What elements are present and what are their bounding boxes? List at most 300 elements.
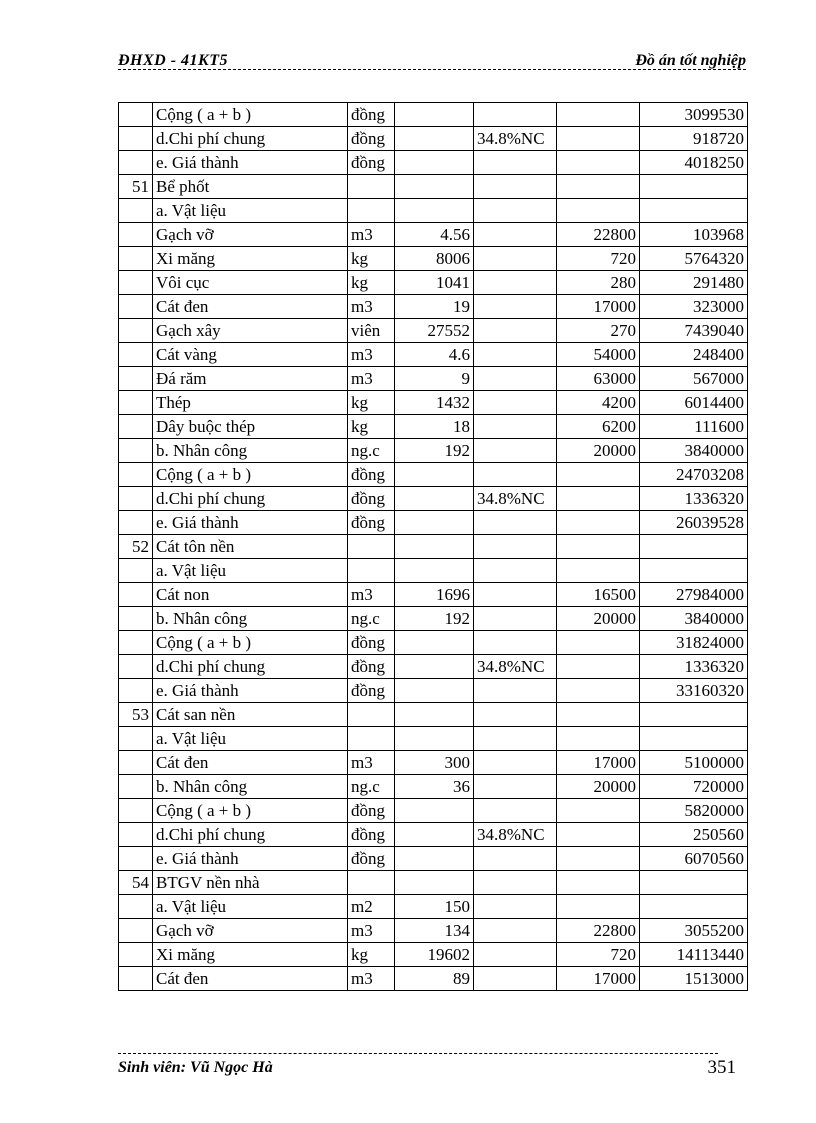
cell-amount: 250560 xyxy=(640,823,748,847)
cell-item-number xyxy=(119,199,153,223)
page-number: 351 xyxy=(707,1057,736,1078)
table-row xyxy=(119,943,748,967)
page-header xyxy=(118,50,746,74)
cell-item-name: Gạch xây xyxy=(153,319,348,343)
cell-item-name: Cát đen xyxy=(153,295,348,319)
cell-amount: 1336320 xyxy=(640,655,748,679)
cell-unit: viên xyxy=(348,319,395,343)
cell-unit-price: 22800 xyxy=(557,919,640,943)
cell-quantity: 1041 xyxy=(395,271,474,295)
cell-item-name: BTGV nền nhà xyxy=(153,871,348,895)
cell-norm xyxy=(474,967,557,991)
cell-unit-price xyxy=(557,871,640,895)
table-row xyxy=(119,559,748,583)
cell-unit-price: 54000 xyxy=(557,343,640,367)
cell-item-name: d.Chi phí chung xyxy=(153,487,348,511)
cell-item-name: Cộng ( a + b ) xyxy=(153,463,348,487)
cell-unit-price: 22800 xyxy=(557,223,640,247)
table-row xyxy=(119,751,748,775)
cell-unit-price: 17000 xyxy=(557,967,640,991)
cell-item-number xyxy=(119,487,153,511)
cell-unit-price xyxy=(557,535,640,559)
cell-item-number xyxy=(119,895,153,919)
cell-amount: 7439040 xyxy=(640,319,748,343)
cell-norm: 34.8%NC xyxy=(474,655,557,679)
cell-unit xyxy=(348,535,395,559)
table-row xyxy=(119,799,748,823)
table-row xyxy=(119,319,748,343)
cell-item-number xyxy=(119,751,153,775)
cell-item-name: a. Vật liệu xyxy=(153,199,348,223)
table-row xyxy=(119,607,748,631)
cell-quantity: 150 xyxy=(395,895,474,919)
cell-unit-price xyxy=(557,679,640,703)
cell-amount: 5820000 xyxy=(640,799,748,823)
cell-quantity: 1432 xyxy=(395,391,474,415)
cell-amount: 323000 xyxy=(640,295,748,319)
cell-amount: 14113440 xyxy=(640,943,748,967)
cell-item-name: Cát vàng xyxy=(153,343,348,367)
cell-unit-price xyxy=(557,511,640,535)
cell-item-name: Cát non xyxy=(153,583,348,607)
cell-unit-price: 6200 xyxy=(557,415,640,439)
cell-quantity xyxy=(395,679,474,703)
table-row xyxy=(119,655,748,679)
cell-quantity: 4.6 xyxy=(395,343,474,367)
cell-item-name: Bể phốt xyxy=(153,175,348,199)
cell-norm xyxy=(474,919,557,943)
cell-quantity xyxy=(395,127,474,151)
cell-item-name: Xi măng xyxy=(153,943,348,967)
cell-norm xyxy=(474,895,557,919)
header-rule xyxy=(118,69,746,70)
cell-item-name: a. Vật liệu xyxy=(153,727,348,751)
cell-norm xyxy=(474,415,557,439)
cell-amount: 3840000 xyxy=(640,607,748,631)
cell-norm xyxy=(474,751,557,775)
cell-quantity xyxy=(395,823,474,847)
cell-amount: 248400 xyxy=(640,343,748,367)
cell-norm xyxy=(474,439,557,463)
cell-item-name: b. Nhân công xyxy=(153,607,348,631)
cell-item-name: b. Nhân công xyxy=(153,775,348,799)
cell-amount: 31824000 xyxy=(640,631,748,655)
cell-unit xyxy=(348,703,395,727)
cell-amount xyxy=(640,727,748,751)
cell-amount: 111600 xyxy=(640,415,748,439)
cell-item-number xyxy=(119,271,153,295)
cell-unit: kg xyxy=(348,943,395,967)
footer-rule xyxy=(118,1053,718,1054)
cell-quantity xyxy=(395,103,474,127)
cell-unit: m3 xyxy=(348,583,395,607)
cell-amount: 720000 xyxy=(640,775,748,799)
cell-item-name: Thép xyxy=(153,391,348,415)
cell-unit: đồng xyxy=(348,631,395,655)
cell-norm xyxy=(474,247,557,271)
cell-unit-price xyxy=(557,799,640,823)
cell-norm xyxy=(474,463,557,487)
cell-item-number xyxy=(119,367,153,391)
header-left-text: ĐHXD - 41KT5 xyxy=(118,52,228,69)
cell-item-name: Cộng ( a + b ) xyxy=(153,799,348,823)
table-row xyxy=(119,415,748,439)
cell-item-number xyxy=(119,103,153,127)
table-row xyxy=(119,391,748,415)
table-row xyxy=(119,487,748,511)
table-row xyxy=(119,847,748,871)
cell-item-name: Cát san nền xyxy=(153,703,348,727)
cell-unit: đồng xyxy=(348,151,395,175)
cell-quantity: 18 xyxy=(395,415,474,439)
cell-unit: đồng xyxy=(348,847,395,871)
cell-item-number xyxy=(119,463,153,487)
cell-amount: 27984000 xyxy=(640,583,748,607)
cell-amount: 1336320 xyxy=(640,487,748,511)
table-row xyxy=(119,535,748,559)
table-row xyxy=(119,679,748,703)
cell-unit-price: 16500 xyxy=(557,583,640,607)
cell-norm: 34.8%NC xyxy=(474,487,557,511)
header-right-text: Đồ án tốt nghiệp xyxy=(635,52,746,69)
cell-unit-price xyxy=(557,847,640,871)
cell-item-name: Vôi cục xyxy=(153,271,348,295)
cell-quantity: 192 xyxy=(395,439,474,463)
table-row xyxy=(119,223,748,247)
cell-unit-price xyxy=(557,559,640,583)
cell-norm xyxy=(474,943,557,967)
cell-quantity xyxy=(395,655,474,679)
cell-unit: m3 xyxy=(348,919,395,943)
cell-item-number xyxy=(119,679,153,703)
cell-unit: đồng xyxy=(348,463,395,487)
cell-unit-price xyxy=(557,727,640,751)
cell-unit: đồng xyxy=(348,823,395,847)
cell-item-number xyxy=(119,823,153,847)
cell-item-number xyxy=(119,391,153,415)
cell-norm: 34.8%NC xyxy=(474,127,557,151)
cell-item-name: b. Nhân công xyxy=(153,439,348,463)
cell-quantity xyxy=(395,703,474,727)
cell-unit-price xyxy=(557,703,640,727)
cell-unit-price xyxy=(557,487,640,511)
cell-item-name: Cát tôn nền xyxy=(153,535,348,559)
cell-unit-price: 63000 xyxy=(557,367,640,391)
table-row xyxy=(119,583,748,607)
cell-unit xyxy=(348,559,395,583)
cell-norm xyxy=(474,799,557,823)
cell-quantity: 300 xyxy=(395,751,474,775)
cell-unit-price: 280 xyxy=(557,271,640,295)
cell-norm xyxy=(474,151,557,175)
cell-item-name: e. Giá thành xyxy=(153,511,348,535)
cell-item-name: Đá răm xyxy=(153,367,348,391)
table-row xyxy=(119,127,748,151)
cell-item-number xyxy=(119,319,153,343)
cell-unit-price xyxy=(557,175,640,199)
cell-unit: m3 xyxy=(348,367,395,391)
cell-amount: 3840000 xyxy=(640,439,748,463)
cell-unit: đồng xyxy=(348,103,395,127)
table-row xyxy=(119,775,748,799)
cell-item-number xyxy=(119,727,153,751)
cell-amount: 3099530 xyxy=(640,103,748,127)
cell-norm xyxy=(474,631,557,655)
cell-amount: 291480 xyxy=(640,271,748,295)
cell-norm xyxy=(474,271,557,295)
cell-unit-price: 17000 xyxy=(557,295,640,319)
cell-amount: 5764320 xyxy=(640,247,748,271)
cell-item-number xyxy=(119,343,153,367)
cell-unit: m3 xyxy=(348,295,395,319)
cell-norm xyxy=(474,535,557,559)
cell-item-name: d.Chi phí chung xyxy=(153,823,348,847)
cell-unit-price xyxy=(557,895,640,919)
cell-norm xyxy=(474,391,557,415)
cell-quantity: 9 xyxy=(395,367,474,391)
cell-item-number xyxy=(119,415,153,439)
cell-unit: đồng xyxy=(348,655,395,679)
cell-quantity: 89 xyxy=(395,967,474,991)
cell-unit: m3 xyxy=(348,223,395,247)
table-row xyxy=(119,103,748,127)
cell-amount xyxy=(640,199,748,223)
cell-norm: 34.8%NC xyxy=(474,823,557,847)
cell-norm xyxy=(474,511,557,535)
cell-unit: m3 xyxy=(348,751,395,775)
cell-quantity xyxy=(395,151,474,175)
cell-amount: 4018250 xyxy=(640,151,748,175)
cell-quantity xyxy=(395,175,474,199)
cell-amount xyxy=(640,559,748,583)
cell-unit: đồng xyxy=(348,511,395,535)
cell-quantity xyxy=(395,847,474,871)
cell-norm xyxy=(474,607,557,631)
cell-norm xyxy=(474,583,557,607)
cell-norm xyxy=(474,703,557,727)
cell-item-number: 52 xyxy=(119,535,153,559)
cell-unit-price: 20000 xyxy=(557,439,640,463)
page-footer xyxy=(118,1047,746,1087)
cell-quantity xyxy=(395,535,474,559)
cell-unit-price xyxy=(557,199,640,223)
table-row xyxy=(119,967,748,991)
cell-unit: kg xyxy=(348,271,395,295)
cell-amount: 6070560 xyxy=(640,847,748,871)
cell-amount xyxy=(640,895,748,919)
cell-unit-price: 4200 xyxy=(557,391,640,415)
table-row xyxy=(119,295,748,319)
cell-unit: đồng xyxy=(348,799,395,823)
cell-item-number xyxy=(119,799,153,823)
cell-unit-price: 20000 xyxy=(557,607,640,631)
table-row xyxy=(119,727,748,751)
cell-norm xyxy=(474,559,557,583)
cell-amount: 24703208 xyxy=(640,463,748,487)
cell-unit: ng.c xyxy=(348,607,395,631)
cell-item-name: Cát đen xyxy=(153,751,348,775)
table-row xyxy=(119,271,748,295)
cell-unit xyxy=(348,871,395,895)
cell-quantity: 1696 xyxy=(395,583,474,607)
cell-item-number xyxy=(119,919,153,943)
cell-unit: m2 xyxy=(348,895,395,919)
cell-quantity xyxy=(395,631,474,655)
student-name: Sinh viên: Vũ Ngọc Hà xyxy=(118,1059,273,1076)
cell-unit-price xyxy=(557,655,640,679)
cell-norm xyxy=(474,295,557,319)
cell-unit: ng.c xyxy=(348,439,395,463)
table-row xyxy=(119,463,748,487)
cell-item-number xyxy=(119,775,153,799)
cell-unit-price: 270 xyxy=(557,319,640,343)
cell-norm xyxy=(474,871,557,895)
cell-unit: đồng xyxy=(348,487,395,511)
cell-amount: 567000 xyxy=(640,367,748,391)
cost-table xyxy=(118,102,748,991)
cell-norm xyxy=(474,847,557,871)
cell-unit: kg xyxy=(348,391,395,415)
cell-item-number xyxy=(119,127,153,151)
cell-item-name: Cát đen xyxy=(153,967,348,991)
cell-quantity xyxy=(395,799,474,823)
cell-norm xyxy=(474,319,557,343)
table-row xyxy=(119,367,748,391)
cell-item-number xyxy=(119,511,153,535)
cell-item-number xyxy=(119,655,153,679)
cell-item-number xyxy=(119,631,153,655)
cell-item-number xyxy=(119,439,153,463)
cell-item-name: a. Vật liệu xyxy=(153,559,348,583)
cell-item-number: 51 xyxy=(119,175,153,199)
cell-quantity: 192 xyxy=(395,607,474,631)
cell-item-number: 53 xyxy=(119,703,153,727)
cell-quantity: 19602 xyxy=(395,943,474,967)
cell-unit: m3 xyxy=(348,343,395,367)
cell-item-number xyxy=(119,583,153,607)
cell-norm xyxy=(474,175,557,199)
cell-unit-price: 17000 xyxy=(557,751,640,775)
cell-unit-price: 720 xyxy=(557,943,640,967)
cell-unit xyxy=(348,175,395,199)
cell-unit xyxy=(348,727,395,751)
cell-amount: 1513000 xyxy=(640,967,748,991)
cell-quantity xyxy=(395,463,474,487)
cell-item-name: Xi măng xyxy=(153,247,348,271)
cell-unit-price xyxy=(557,103,640,127)
cell-quantity: 36 xyxy=(395,775,474,799)
cell-amount: 5100000 xyxy=(640,751,748,775)
cell-item-number: 54 xyxy=(119,871,153,895)
cell-unit: đồng xyxy=(348,127,395,151)
table-row xyxy=(119,439,748,463)
cell-unit-price: 20000 xyxy=(557,775,640,799)
cell-item-name: Cộng ( a + b ) xyxy=(153,631,348,655)
cell-norm xyxy=(474,199,557,223)
cell-norm xyxy=(474,775,557,799)
cell-unit: ng.c xyxy=(348,775,395,799)
cell-quantity xyxy=(395,199,474,223)
cell-unit-price xyxy=(557,127,640,151)
table-row xyxy=(119,871,748,895)
cell-quantity: 4.56 xyxy=(395,223,474,247)
cell-unit: đồng xyxy=(348,679,395,703)
cell-amount: 103968 xyxy=(640,223,748,247)
cell-amount xyxy=(640,871,748,895)
cost-table-body xyxy=(119,103,748,991)
cell-quantity: 19 xyxy=(395,295,474,319)
cell-quantity xyxy=(395,559,474,583)
cell-quantity xyxy=(395,871,474,895)
table-row xyxy=(119,823,748,847)
cell-item-name: Cộng ( a + b ) xyxy=(153,103,348,127)
cell-quantity: 27552 xyxy=(395,319,474,343)
table-row xyxy=(119,247,748,271)
cell-item-number xyxy=(119,295,153,319)
cell-unit-price: 720 xyxy=(557,247,640,271)
cell-norm xyxy=(474,367,557,391)
cell-quantity: 8006 xyxy=(395,247,474,271)
cell-quantity xyxy=(395,511,474,535)
cell-item-name: e. Giá thành xyxy=(153,847,348,871)
cell-item-number xyxy=(119,559,153,583)
table-row xyxy=(119,175,748,199)
cell-item-number xyxy=(119,223,153,247)
cell-amount: 33160320 xyxy=(640,679,748,703)
cell-amount: 918720 xyxy=(640,127,748,151)
table-row xyxy=(119,703,748,727)
cell-item-name: d.Chi phí chung xyxy=(153,127,348,151)
cell-amount xyxy=(640,535,748,559)
table-row xyxy=(119,631,748,655)
table-row xyxy=(119,919,748,943)
cell-amount: 3055200 xyxy=(640,919,748,943)
cell-item-number xyxy=(119,151,153,175)
cell-quantity xyxy=(395,727,474,751)
table-row xyxy=(119,343,748,367)
cell-item-number xyxy=(119,967,153,991)
cell-amount xyxy=(640,175,748,199)
cell-unit-price xyxy=(557,823,640,847)
cell-item-name: Dây buộc thép xyxy=(153,415,348,439)
cell-norm xyxy=(474,103,557,127)
cell-amount: 26039528 xyxy=(640,511,748,535)
cell-item-name: e. Giá thành xyxy=(153,679,348,703)
cell-item-number xyxy=(119,607,153,631)
table-row xyxy=(119,199,748,223)
cell-unit: kg xyxy=(348,415,395,439)
table-row xyxy=(119,151,748,175)
cell-norm xyxy=(474,343,557,367)
cell-quantity xyxy=(395,487,474,511)
cell-unit: kg xyxy=(348,247,395,271)
cell-item-number xyxy=(119,943,153,967)
cell-unit: m3 xyxy=(348,967,395,991)
cell-unit-price xyxy=(557,631,640,655)
cell-norm xyxy=(474,679,557,703)
cell-item-name: Gạch vỡ xyxy=(153,919,348,943)
cell-item-name: e. Giá thành xyxy=(153,151,348,175)
cell-item-number xyxy=(119,847,153,871)
cell-item-number xyxy=(119,247,153,271)
cell-item-name: a. Vật liệu xyxy=(153,895,348,919)
cell-unit-price xyxy=(557,463,640,487)
cell-item-name: Gạch vỡ xyxy=(153,223,348,247)
cell-unit xyxy=(348,199,395,223)
cell-unit-price xyxy=(557,151,640,175)
cell-quantity: 134 xyxy=(395,919,474,943)
cell-norm xyxy=(474,727,557,751)
